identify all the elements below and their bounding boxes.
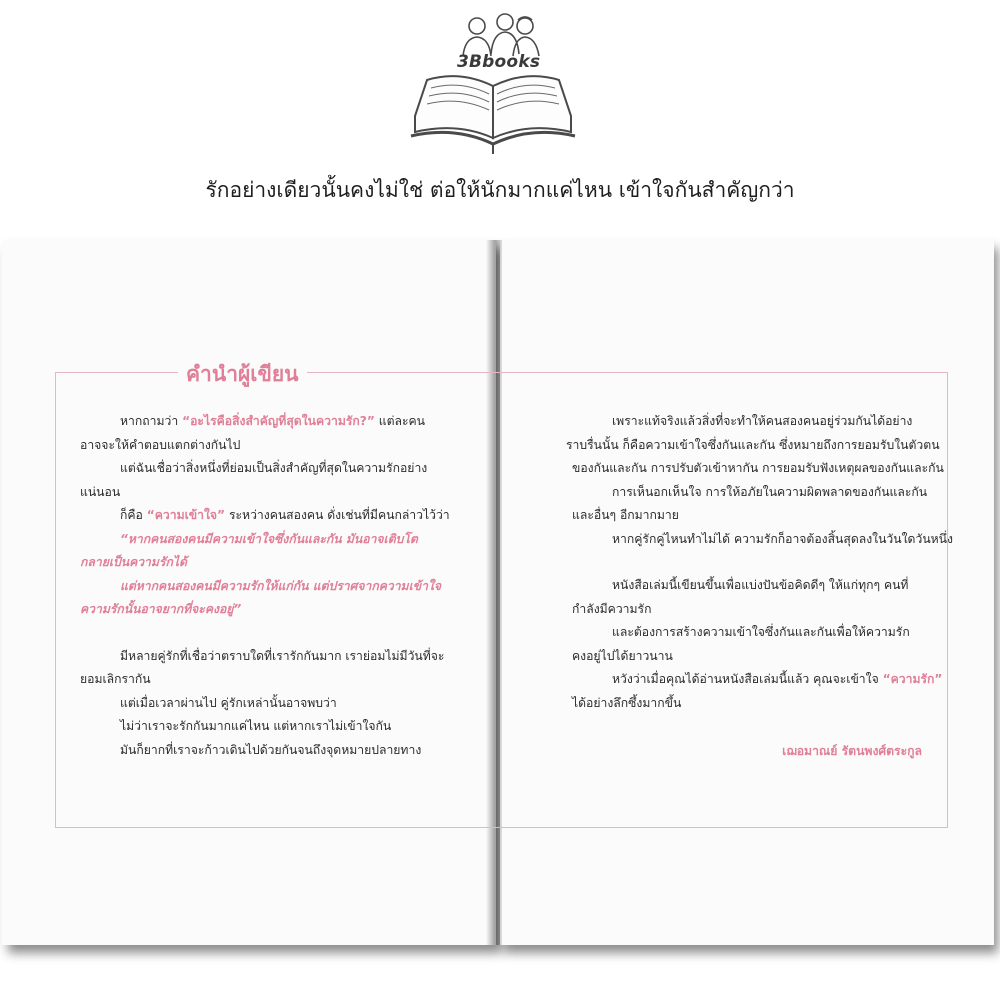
paragraph-line: [80, 504, 450, 528]
paragraph-line: แต่ฉันเชื่อว่าสิ่งหนึ่งที่ย่อมเป็นสิ่งสำคัญที่สุดในความรักอย่าง: [120, 461, 428, 475]
right-page-text: [566, 410, 953, 715]
paragraph-line: แต่เมื่อเวลาผ่านไป คู่รักเหล่านั้นอาจพบว่า: [120, 695, 337, 710]
highlight-quote: “ความเข้าใจ”: [146, 508, 226, 522]
paragraph-line: ได้อย่างลึกซึ้งมากขึ้น: [572, 695, 682, 710]
quote-line: “หากคนสองคนมีความเข้าใจซึ่งกันและกัน มันอาจเติบโต: [120, 531, 418, 546]
highlight-quote: “อะไรคือสิ่งสำคัญที่สุดในความรัก?”: [182, 414, 375, 428]
text-segment: หากถามว่า: [120, 414, 179, 428]
text-segment: หวังว่าเมื่อคุณได้อ่านหนังสือเล่มนี้แล้ว คุณจะเข้าใจ: [612, 672, 879, 686]
paragraph-line: แน่นอน: [80, 484, 121, 499]
author-signature: เฌอมาณย์ รัตนพงศ์ตระกูล: [782, 744, 922, 758]
paragraph-line: และต้องการสร้างความเข้าใจซึ่งกันและกันเพื่อให้ความรัก: [612, 625, 910, 639]
tagline: รักอย่างเดียวนั้นคงไม่ใช่ ต่อให้นักมากแค่ไหน เข้าใจกันสำคัญกว่า: [205, 178, 795, 202]
paragraph-line: มันก็ยากที่เราจะก้าวเดินไปด้วยกันจนถึงจุดหมายปลายทาง: [120, 742, 422, 757]
paragraph-line: [80, 410, 440, 434]
highlight-quote: “ความรัก”: [882, 672, 943, 686]
text-segment: แต่ละคน: [378, 414, 426, 428]
paragraph-line: มีหลายคู่รักที่เชื่อว่าตราบใดที่เรารักกันมาก เราย่อมไม่มีวันที่จะ: [120, 648, 445, 663]
open-book-with-readers-icon: [405, 8, 580, 158]
text-segment: ก็คือ: [120, 508, 143, 522]
brand-name: 3Bbooks: [457, 52, 541, 72]
paragraph-line: ไม่ว่าเราจะรักกันมากแค่ไหน แต่หากเราไม่เข้าใจกัน: [120, 719, 392, 733]
paragraph-line: หนังสือเล่มนี้เขียนขึ้นเพื่อแบ่งปันข้อคิดดีๆ ให้แก่ทุกๆ คนที่: [612, 578, 909, 592]
quote-line: ความรักนั้นอาจยากที่จะคงอยู่”: [80, 602, 242, 616]
paragraph-line: การเห็นอกเห็นใจ การให้อภัยในความผิดพลาดของกันและกัน: [612, 484, 928, 499]
paragraph-line: [572, 668, 943, 692]
paragraph-line: หากคู่รักคู่ไหนทำไม่ได้ ความรักก็อาจต้องสิ้นสุดลงในวันใดวันหนึ่ง: [612, 531, 953, 546]
paragraph-line: กำลังมีความรัก: [572, 601, 652, 616]
paragraph-line: อาจจะให้คำตอบแตกต่างกันไป: [80, 437, 241, 452]
paragraph-line: ยอมเลิกรากัน: [80, 672, 151, 686]
paragraph-line: และอื่นๆ อีกมากมาย: [572, 508, 679, 522]
quote-line: กลายเป็นความรักได้: [80, 555, 187, 569]
paragraph-line: เพราะแท้จริงแล้วสิ่งที่จะทำให้คนสองคนอยู่ร่วมกันได้อย่าง: [612, 414, 913, 428]
brand-logo: [405, 8, 580, 158]
paragraph-line: ของกันและกัน การปรับตัวเข้าหากัน การยอมรับฟังเหตุผลของกันและกัน: [572, 461, 944, 475]
text-segment: ระหว่างคนสองคน ดั่งเช่นที่มีคนกล่าวไว้ว่า: [228, 508, 450, 522]
paragraph-line: ราบรื่นนั้น ก็คือความเข้าใจซึ่งกันและกัน ซึ่งหมายถึงการยอมรับในตัวตน: [566, 437, 940, 452]
page-heading: คำนำผู้เขียน: [178, 358, 307, 391]
left-page-text: [80, 410, 450, 762]
quote-line: แต่หากคนสองคนมีความรักให้แก่กัน แต่ปราศจากความเข้าใจ: [120, 578, 442, 593]
paragraph-line: คงอยู่ไปได้ยาวนาน: [572, 648, 673, 663]
